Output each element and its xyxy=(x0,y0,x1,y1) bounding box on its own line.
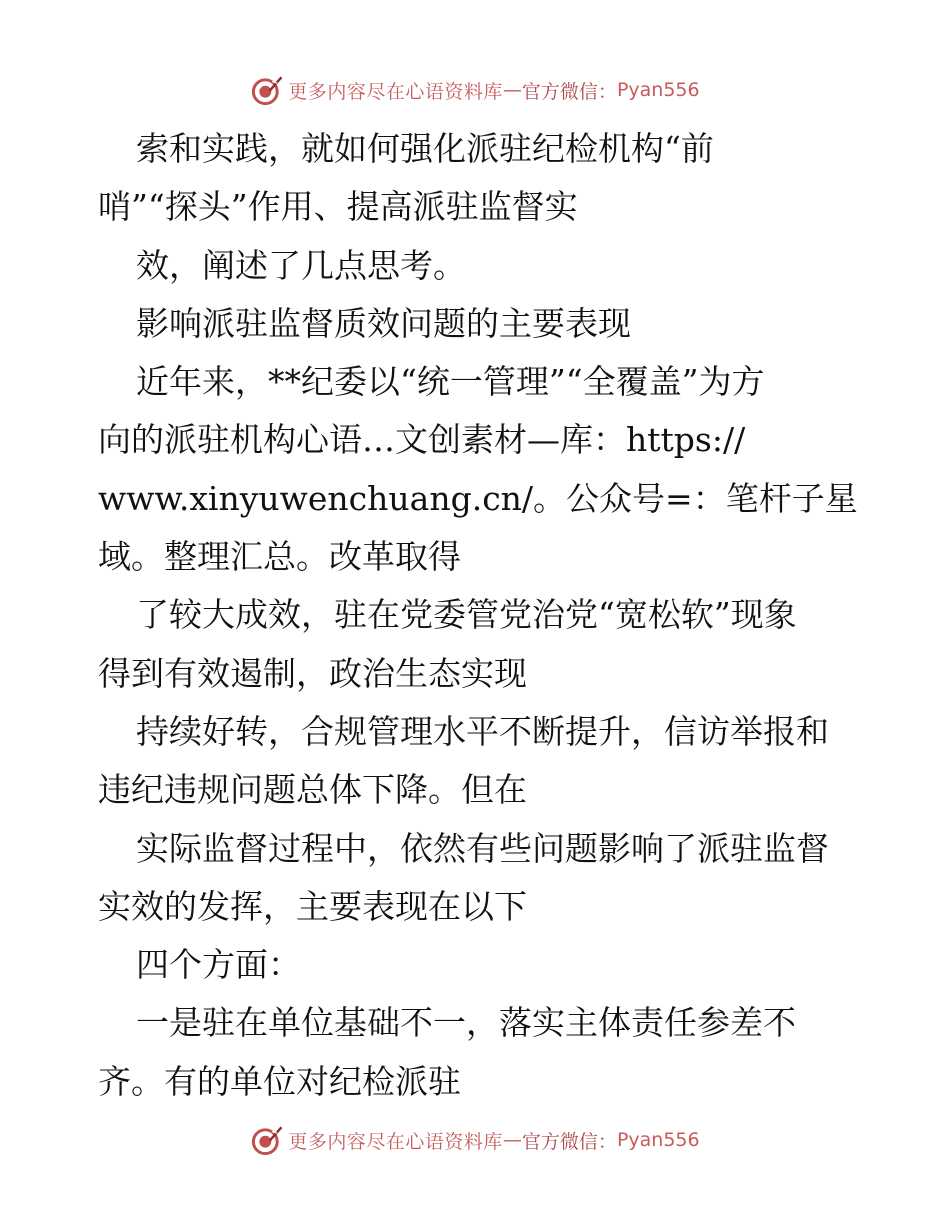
body-line: 影响派驻监督质效问题的主要表现 xyxy=(136,303,631,343)
pen-logo-icon xyxy=(250,1123,284,1157)
header-banner xyxy=(0,70,950,110)
banner-wechat-label: 官方微信： xyxy=(521,1130,617,1153)
footer-banner xyxy=(0,1120,950,1160)
body-line: 效，阐述了几点思考。 xyxy=(136,245,466,285)
body-line: 四个方面： xyxy=(136,945,301,985)
banner-separator: — xyxy=(502,1129,522,1151)
document-body xyxy=(98,120,858,1111)
banner-separator: — xyxy=(502,79,522,101)
body-line: 齐。有的单位对纪检派驻 xyxy=(98,1061,461,1101)
banner-wechat-id: Pyan556 xyxy=(616,1129,700,1151)
pen-logo-icon xyxy=(250,73,284,107)
banner-wechat-label: 官方微信： xyxy=(521,80,617,103)
banner-brand: 更多内容尽在心语资料库 xyxy=(288,80,503,103)
body-line: 域。整理汇总。改革取得 xyxy=(98,537,461,577)
banner-wechat-id: Pyan556 xyxy=(616,79,700,101)
body-line: 了较大成效，驻在党委管党治党“宽松软”现象 xyxy=(136,595,797,635)
banner-brand: 更多内容尽在心语资料库 xyxy=(288,1130,503,1153)
body-line: 向的派驻机构心语…文创素材—库：https:// xyxy=(98,420,746,460)
body-line: 实际监督过程中，依然有些问题影响了派驻监督 xyxy=(136,828,829,868)
body-line: 持续好转，合规管理水平不断提升，信访举报和 xyxy=(136,711,829,751)
body-line: 实效的发挥，主要表现在以下 xyxy=(98,886,527,926)
body-line: 近年来，**纪委以“统一管理”“全覆盖”为方 xyxy=(136,362,765,402)
body-line: www.xinyuwenchuang.cn/。公众号=：笔杆子星 xyxy=(98,478,858,518)
body-line: 违纪违规问题总体下降。但在 xyxy=(98,770,527,810)
body-line: 一是驻在单位基础不一，落实主体责任参差不 xyxy=(136,1003,796,1043)
body-line: 得到有效遏制，政治生态实现 xyxy=(98,653,527,693)
body-line: 索和实践，就如何强化派驻纪检机构“前 xyxy=(136,129,714,168)
body-line: 哨”“探头”作用、提高派驻监督实 xyxy=(98,187,578,227)
